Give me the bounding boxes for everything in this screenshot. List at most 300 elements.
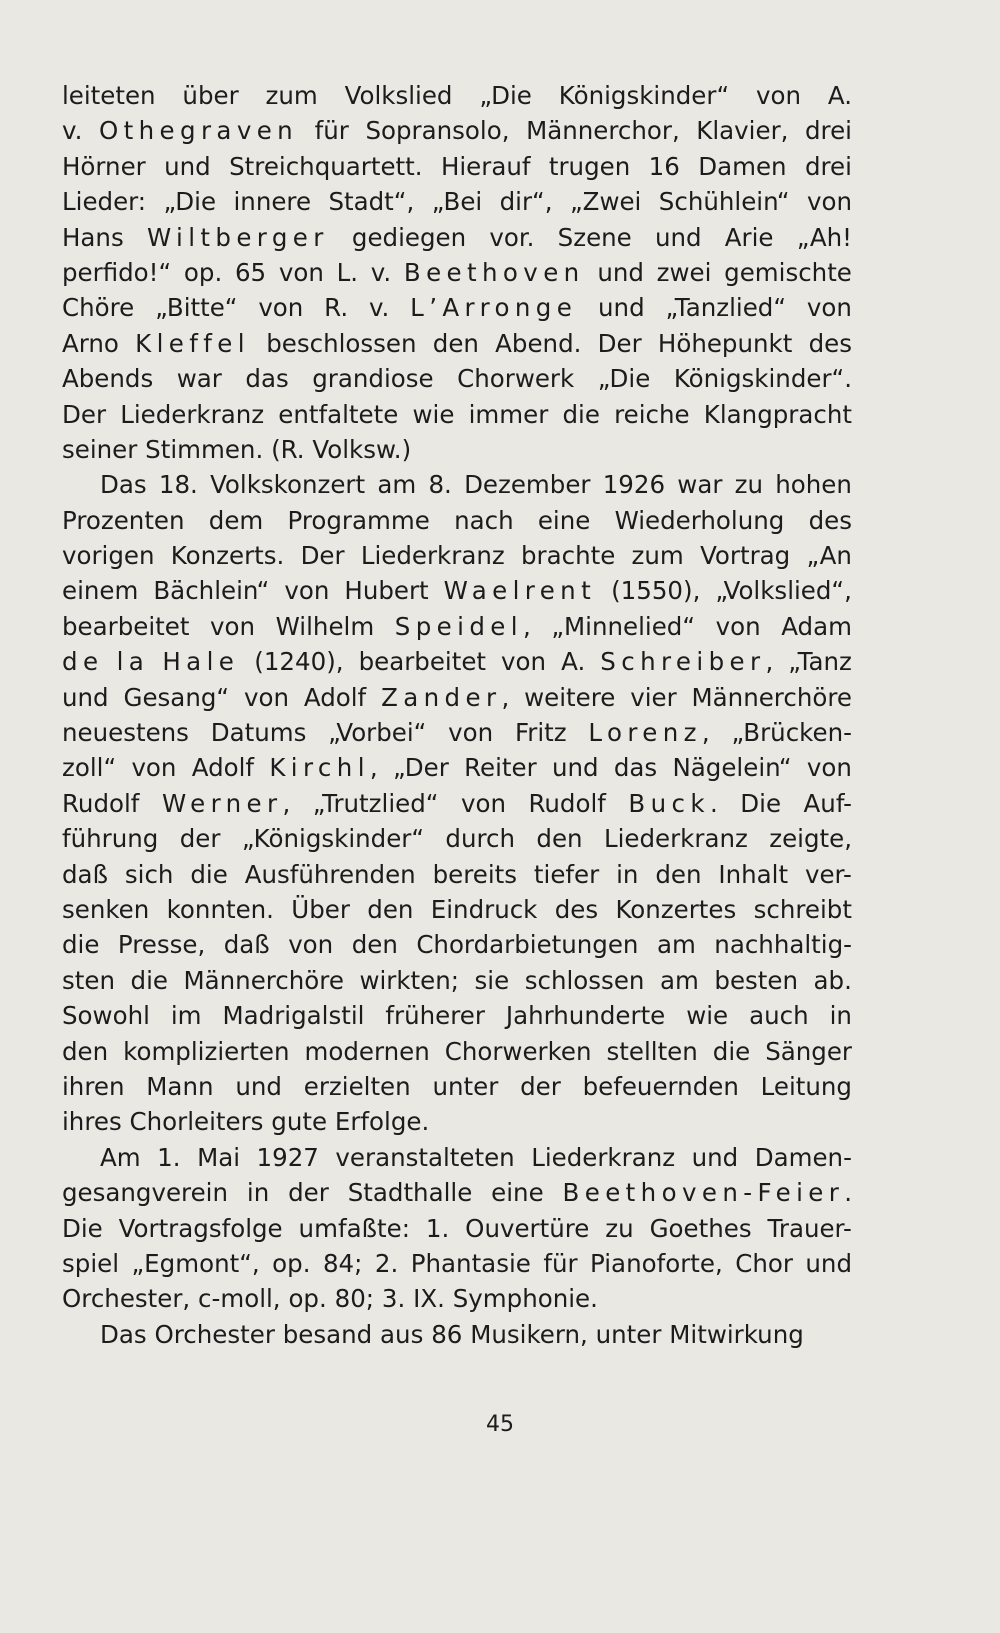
- word: Männerchöre: [691, 682, 852, 712]
- word: Beethoven-Feier.: [562, 1178, 852, 1208]
- word: R.: [324, 293, 349, 323]
- word: „Bitte“: [155, 293, 238, 323]
- word: Sänger: [765, 1036, 852, 1066]
- word: spiel: [62, 1248, 120, 1278]
- word: ihres: [62, 1107, 122, 1137]
- spaced-name: Werner: [161, 788, 283, 818]
- word: vorigen: [62, 541, 155, 571]
- spaced-name: Lorenz: [588, 718, 702, 748]
- word: „Königskinder“: [241, 824, 425, 854]
- word: Liederkranz: [120, 399, 265, 429]
- word: Arie: [724, 222, 774, 252]
- word: Buck.: [628, 788, 718, 818]
- word: innere: [233, 187, 312, 217]
- word: Volkskonzert: [210, 470, 366, 500]
- word: A.: [561, 647, 586, 677]
- word: Damen-: [754, 1142, 852, 1172]
- word: den: [536, 824, 583, 854]
- text-line: [62, 326, 852, 361]
- text-line: [62, 503, 852, 538]
- word: 1926: [602, 470, 666, 500]
- word: stellten: [606, 1036, 698, 1066]
- text-line: [62, 1317, 852, 1352]
- text-line: [62, 750, 852, 785]
- word: Am: [100, 1142, 141, 1172]
- word: Über: [291, 894, 350, 924]
- word: sich: [124, 859, 174, 889]
- word: Hubert: [344, 576, 429, 606]
- word: war: [176, 364, 222, 394]
- word: von: [806, 753, 852, 783]
- text-line: [62, 1140, 852, 1175]
- word: und: [164, 151, 211, 181]
- word: Adolf: [303, 682, 367, 712]
- spaced-name: L’Arronge: [410, 293, 578, 323]
- text-line: [62, 1211, 852, 1246]
- word: A.: [827, 81, 852, 110]
- word: durch: [445, 824, 516, 854]
- text-line: [62, 290, 852, 325]
- word: Abend.: [495, 328, 582, 358]
- word: Adolf: [191, 753, 255, 783]
- word: den: [351, 930, 398, 960]
- word: Chor: [735, 1248, 793, 1278]
- word: „Ah!: [796, 222, 852, 252]
- word: von: [284, 576, 330, 606]
- word: Chorwerk: [457, 364, 575, 394]
- word: Königskinder“: [558, 81, 730, 110]
- word: „Die: [479, 81, 532, 110]
- word: reiche: [614, 399, 690, 429]
- word: war: [677, 470, 723, 500]
- word: Sowohl: [62, 1001, 150, 1031]
- spaced-name: Wiltberger: [146, 222, 329, 252]
- word: Szene: [557, 222, 632, 252]
- word: vier: [630, 682, 677, 712]
- word: sten: [62, 965, 115, 995]
- spaced-name: Schreiber: [600, 647, 766, 677]
- text-line: [62, 715, 852, 750]
- word: Jahrhunderte: [505, 1001, 666, 1031]
- word: Bächlein“: [153, 576, 270, 606]
- word: „Tanzlied“: [665, 293, 787, 323]
- page-number: 45: [486, 1412, 514, 1437]
- word: 2.: [374, 1248, 399, 1278]
- word: am: [656, 930, 696, 960]
- word: Die: [740, 788, 782, 818]
- word: von: [755, 81, 802, 110]
- spaced-name: Buck: [628, 788, 710, 818]
- word: Schreiber,: [600, 647, 774, 677]
- word: „An: [806, 541, 852, 571]
- word: eine: [537, 505, 591, 535]
- word: wie: [686, 1001, 729, 1031]
- word: v.: [370, 257, 392, 287]
- text-line: [62, 927, 852, 962]
- word: „Tanz: [788, 647, 852, 677]
- spaced-name: Beethoven-Feier: [562, 1178, 845, 1208]
- word: des: [808, 505, 852, 535]
- spaced-name: Kleffel: [135, 328, 250, 358]
- word: Klavier,: [696, 116, 789, 146]
- word: Stadt“,: [328, 187, 415, 217]
- word: und: [805, 1248, 852, 1278]
- word: op.: [272, 1248, 311, 1278]
- word: gediegen: [351, 222, 467, 252]
- text-line: [62, 857, 852, 892]
- word: über: [182, 81, 239, 110]
- word: und: [691, 1142, 739, 1172]
- word: von: [278, 257, 324, 287]
- word: zum: [265, 81, 318, 110]
- text-line: [62, 538, 852, 573]
- word: Lorenz,: [588, 718, 710, 748]
- word: 18.: [158, 470, 198, 500]
- word: befeuernden: [582, 1071, 739, 1101]
- word: im: [170, 1001, 202, 1031]
- word: Mai: [197, 1142, 241, 1172]
- word: gemischte: [724, 257, 852, 287]
- word: des: [808, 328, 852, 358]
- text-line: [62, 573, 852, 608]
- word: den: [655, 859, 702, 889]
- word: 1.: [157, 1142, 181, 1172]
- word: und: [597, 257, 644, 287]
- word: drei: [804, 151, 852, 181]
- word: Volksw.): [312, 434, 412, 464]
- word: „Die: [597, 364, 651, 394]
- word: „Minnelied“: [551, 611, 696, 641]
- word: Eindruck: [430, 894, 538, 924]
- word: den: [432, 328, 479, 358]
- spaced-name: Zander: [381, 682, 502, 712]
- word: und: [235, 1071, 282, 1101]
- text-line: [62, 892, 852, 927]
- word: Lieder:: [62, 187, 147, 217]
- word: daß: [223, 930, 270, 960]
- word: Phantasie: [410, 1248, 531, 1278]
- word: von: [210, 611, 256, 641]
- word: Chorwerken: [444, 1036, 592, 1066]
- word: Leitung: [760, 1071, 852, 1101]
- word: die: [62, 930, 100, 960]
- word: brachte: [520, 541, 616, 571]
- word: ab.: [813, 965, 852, 995]
- word: einem: [62, 576, 139, 606]
- word: Orchester,: [62, 1284, 191, 1314]
- word: gute: [271, 1107, 328, 1137]
- word: Trauer-: [767, 1213, 852, 1243]
- word: bearbeitet: [358, 647, 487, 677]
- word: Vortrag: [700, 541, 791, 571]
- word: [62, 644, 239, 679]
- text-line: [62, 255, 852, 290]
- word: auch: [749, 1001, 809, 1031]
- word: 65: [234, 257, 267, 287]
- text-line: [62, 361, 852, 396]
- word: und: [598, 293, 645, 323]
- word: führung: [62, 824, 159, 854]
- word: Presse,: [117, 930, 206, 960]
- word: am: [659, 965, 699, 995]
- word: Wiederholung: [614, 505, 785, 535]
- word: Rudolf: [62, 788, 140, 818]
- word: „Brücken-: [731, 718, 852, 748]
- word: tiefer: [533, 859, 600, 889]
- word: op.: [183, 257, 223, 287]
- word: Damen: [698, 151, 787, 181]
- word: hohen: [775, 470, 852, 500]
- word: Pianoforte,: [590, 1248, 723, 1278]
- word: die: [130, 965, 168, 995]
- word: von: [131, 753, 177, 783]
- word: von: [806, 187, 852, 217]
- word: von: [715, 611, 761, 641]
- word: Chorleiters: [129, 1107, 264, 1137]
- word: „Vorbei“: [328, 718, 427, 748]
- word: wirkten;: [359, 965, 460, 995]
- word: und: [654, 222, 702, 252]
- word: Arno: [62, 328, 119, 358]
- word: 16: [648, 151, 680, 181]
- word: Konzerts.: [170, 541, 285, 571]
- text-line: [62, 467, 852, 502]
- word: zu: [605, 1213, 634, 1243]
- word: Programme: [287, 505, 430, 535]
- word: [147, 220, 329, 255]
- word: für: [543, 1248, 578, 1278]
- word: zoll“: [62, 753, 117, 783]
- word: unter: [432, 1071, 499, 1101]
- word: Prozenten: [62, 505, 185, 535]
- word: „Der: [392, 753, 449, 783]
- word: Hierauf: [440, 151, 531, 181]
- word: Orchester: [154, 1319, 275, 1349]
- word: 1.: [425, 1213, 450, 1243]
- word: Musikern,: [470, 1319, 588, 1349]
- word: für: [314, 116, 349, 146]
- word: der: [288, 1178, 329, 1208]
- word: dem: [208, 505, 264, 535]
- word: dir“,: [499, 187, 553, 217]
- word: zwei: [656, 257, 712, 287]
- word: Gesang“: [123, 682, 230, 712]
- word: von: [258, 293, 304, 323]
- word: die: [562, 399, 600, 429]
- word: den: [62, 1036, 109, 1066]
- word: immer: [468, 399, 549, 429]
- word: Höhepunkt: [657, 328, 793, 358]
- text-line: [62, 432, 852, 467]
- word: „Die: [163, 187, 217, 217]
- word: Der: [300, 541, 345, 571]
- word: gesangverein: [62, 1178, 228, 1208]
- word: nachhaltig-: [714, 930, 852, 960]
- word: in: [829, 1001, 852, 1031]
- word: aus: [380, 1319, 424, 1349]
- word: Werner,: [161, 788, 291, 818]
- word: „Volkslied“,: [715, 576, 852, 606]
- word: Fritz: [514, 718, 567, 748]
- word: vor.: [489, 222, 535, 252]
- word: Stimmen.: [145, 434, 264, 464]
- word: daß: [62, 859, 108, 889]
- word: IX.: [413, 1284, 445, 1314]
- text-line: [62, 963, 852, 998]
- word: modernen: [304, 1036, 430, 1066]
- word: das: [613, 753, 658, 783]
- spaced-name: Othegraven: [98, 116, 299, 146]
- spaced-name: de la Hale: [62, 647, 240, 677]
- word: (1240),: [254, 647, 344, 677]
- word: in: [246, 1178, 270, 1208]
- text-line: [62, 998, 852, 1033]
- text-line: [62, 1104, 852, 1139]
- word: Volkslied: [344, 81, 453, 110]
- word: Symphonie.: [452, 1284, 598, 1314]
- word: 84;: [322, 1248, 363, 1278]
- page-body: [62, 78, 852, 1352]
- word: von: [460, 788, 506, 818]
- word: [404, 255, 585, 290]
- spaced-name: Kirchl: [269, 753, 370, 783]
- word: besten: [714, 965, 798, 995]
- spaced-name: Beethoven: [403, 257, 585, 287]
- word: (R.: [271, 434, 305, 464]
- text-line: [62, 1034, 852, 1069]
- word: der: [520, 1071, 561, 1101]
- word: 1927: [256, 1142, 319, 1172]
- word: Die: [62, 1213, 103, 1243]
- word: bearbeitet: [62, 611, 190, 641]
- word: L.: [336, 257, 359, 287]
- word: Dezember: [464, 470, 591, 500]
- word: Datums: [210, 718, 307, 748]
- word: schlossen: [524, 965, 645, 995]
- word: Mann: [146, 1071, 214, 1101]
- word: und: [62, 682, 109, 712]
- word: besand: [282, 1319, 373, 1349]
- word: Madrigalstil: [222, 1001, 365, 1031]
- text-line: [62, 184, 852, 219]
- word: Das: [100, 470, 147, 500]
- word: Erfolge.: [334, 1107, 430, 1137]
- word: leiteten: [62, 81, 156, 110]
- text-line: [62, 680, 852, 715]
- word: „Bei: [431, 187, 483, 217]
- word: Hörner: [62, 151, 146, 181]
- word: Der: [62, 399, 107, 429]
- text-line: [62, 220, 852, 255]
- word: Sopransolo,: [365, 116, 510, 146]
- word: weitere: [524, 682, 616, 712]
- word: Stadthalle: [347, 1178, 473, 1208]
- word: entfaltete: [278, 399, 399, 429]
- word: Goethes: [649, 1213, 752, 1243]
- word: Königskinder“.: [673, 364, 852, 394]
- word: Auf-: [803, 788, 852, 818]
- word: Schühlein“: [658, 187, 790, 217]
- text-line: [62, 1175, 852, 1210]
- word: [410, 290, 577, 325]
- word: Klangpracht: [703, 399, 852, 429]
- word: drei: [805, 116, 852, 146]
- word: Der: [597, 328, 642, 358]
- word: Männerchor,: [526, 116, 680, 146]
- word: von: [243, 682, 289, 712]
- word: seiner: [62, 434, 138, 464]
- text-line: [62, 1281, 852, 1316]
- word: den: [367, 894, 414, 924]
- text-line: [62, 397, 852, 432]
- word: „Egmont“,: [131, 1248, 260, 1278]
- word: und: [551, 753, 599, 783]
- word: zeigte,: [769, 824, 852, 854]
- word: v.: [62, 116, 83, 146]
- word: Chordarbietungen: [416, 930, 639, 960]
- word: Liederkranz: [603, 824, 748, 854]
- word: Ausführenden: [244, 859, 416, 889]
- word: nach: [454, 505, 514, 535]
- word: 86: [431, 1319, 463, 1349]
- word: von: [448, 718, 494, 748]
- word: in: [616, 859, 639, 889]
- word: Reiter: [464, 753, 537, 783]
- word: beschlossen: [266, 328, 417, 358]
- word: zum: [631, 541, 684, 571]
- word: trugen: [548, 151, 631, 181]
- word: schreibt: [753, 894, 852, 924]
- word: Chöre: [62, 293, 135, 323]
- word: von: [288, 930, 334, 960]
- word: 8.: [428, 470, 452, 500]
- word: [99, 113, 298, 148]
- word: [444, 573, 596, 608]
- word: konnten.: [166, 894, 274, 924]
- text-line: [62, 1069, 852, 1104]
- word: senken: [62, 894, 150, 924]
- word: v.: [368, 293, 390, 323]
- word: c-moll,: [198, 1284, 281, 1314]
- word: ihren: [62, 1071, 125, 1101]
- word: „Zwei: [569, 187, 642, 217]
- text-line: [62, 644, 852, 679]
- word: zu: [734, 470, 764, 500]
- word: bereits: [432, 859, 518, 889]
- word: Zander,: [381, 682, 510, 712]
- word: von: [501, 647, 547, 677]
- word: Konzertes: [615, 894, 737, 924]
- word: „Trutzlied“: [312, 788, 439, 818]
- word: Vortragsfolge: [118, 1213, 283, 1243]
- word: Männerchöre: [183, 965, 344, 995]
- text-line: [62, 786, 852, 821]
- text-line: [62, 149, 852, 184]
- word: perfido!“: [62, 257, 172, 287]
- word: die: [712, 1036, 751, 1066]
- text-line: [62, 609, 852, 644]
- word: Nägelein“: [672, 753, 792, 783]
- word: op.: [288, 1284, 327, 1314]
- word: Kirchl,: [269, 753, 378, 783]
- word: sie: [474, 965, 510, 995]
- word: die: [190, 859, 228, 889]
- word: früherer: [385, 1001, 485, 1031]
- word: am: [377, 470, 417, 500]
- text-line: [62, 1246, 852, 1281]
- word: von: [806, 293, 852, 323]
- word: Liederkranz: [360, 541, 505, 571]
